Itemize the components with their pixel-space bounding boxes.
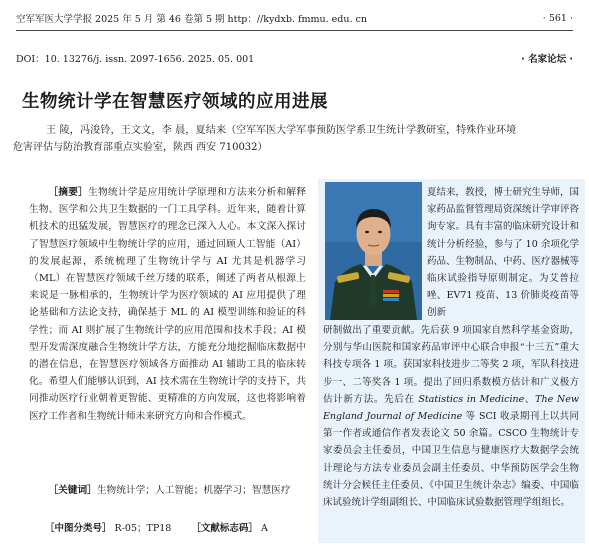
running-header <box>16 9 573 27</box>
doc-code-label: ［文献标志码］ <box>191 523 258 534</box>
author-portrait <box>325 182 422 320</box>
page-number: · 561 · <box>542 12 573 24</box>
author-names: 王 陵，冯浚铃，王文文，李 晨，夏结来 <box>46 125 227 136</box>
bio-side-text: 夏结来，教授，博士研究生导师，国家药品监督管理局资深统计学审评咨询专家。具有丰富的临床研究设计和统计分析经验，参与了 10 余项化学药品、生物制品、中药、医疗器械等临床试验指导原则制定。为艾普拉唑、EV71 疫苗、13 价肺炎疫苗等创新 <box>427 187 580 319</box>
journal-separator: 、 <box>524 393 536 405</box>
bio-full-text <box>323 322 579 511</box>
abstract-text: 生物统计学是应用统计学原理和方法来分析和解释生物、医学和公共卫生数据的一门工具学科。近年来，随着计算机技术的迅猛发展，智慧医疗的理念已深入人心。本文深入探讨了智慧医疗领域中生物统计学的应用，通过回顾人工智能（AI）的发展起源，系统梳理了生物统计学与 AI 尤其是机器学习（ML）在智慧医疗领域千丝万缕的联系，阐述了两者从根源上来说是一脉相承的，生物统计学为医疗领域的 AI 应用提供了理论基础和方法论支持，确保基于 ML 的 AI 模型训练和验证的科学性；而 AI 则扩展了生物统计学的应用范围和技术手段；AI 模型开发需深度融合生物统计学方法，方能充分地挖掘临床数据中的潜在信息，在智慧医疗领域各方面推动 AI 辅助工具的临床转化。希望人们能够认识到，AI 技术需在生物统计学的支持下，共同推动医疗行业朝着更智能、更精准的方向发展，这也将影响着医疗工作者和生物统计师未来研究方向和合作模式。 <box>29 187 307 422</box>
journal-nejm: The New England Journal of Medicine <box>323 393 579 423</box>
abstract-label: ［摘要］ <box>48 187 89 198</box>
doi-row <box>16 50 573 66</box>
portrait-illustration <box>325 182 422 320</box>
affiliation-line-1: （空军军医大学军事预防医学系卫生统计学教研室，特殊作业环境 <box>226 125 517 136</box>
author-line-1 <box>46 122 571 139</box>
author-block <box>13 122 571 156</box>
keywords <box>29 482 306 499</box>
doi-text: DOI：10. 13276/j. issn. 2097-1656. 2025. 05. 001 <box>16 54 255 65</box>
column-label: · 名家论坛 · <box>521 54 573 65</box>
journal-statistics-in-medicine: Statistics in Medicine <box>418 393 525 405</box>
header-rule <box>16 30 573 31</box>
classification-line <box>45 521 315 537</box>
clc-label: ［中图分类号］ <box>45 523 112 534</box>
article-title: 生物统计学在智慧医疗领域的应用进展 <box>22 92 328 112</box>
journal-header-text: 空军军医大学学报 2025 年 5 月 第 46 卷第 5 期 http：//kydxb. fmmu. edu. cn <box>16 14 367 25</box>
clc-value: R-05；TP18 <box>114 523 172 534</box>
bio-text-after: 等 SCI 收录期刊上以共同第一作者或通信作者发表论文 50 余篇。CSCO 生物统计专家委员会主任委员，中国卫生信息与健康医疗大数据学会统计理论与方法专业委员会副主任委员、中华预防医学会生物统计分会候任主任委员、《中国卫生统计杂志》编委、中国临床试验统计学组副组长、中国临床试验数据管理学组组长。 <box>323 411 579 509</box>
keywords-label: ［关键词］ <box>48 485 97 496</box>
abstract <box>29 184 306 425</box>
keywords-text: 生物统计学；人工智能；机器学习；智慧医疗 <box>96 485 291 496</box>
doc-code-value: A <box>260 523 268 534</box>
bio-text-before: 研制做出了重要贡献。先后获 9 项国家自然科学基金资助，分别与华山医院和国家药品审评中心联合申报“十三五”重大科技专项各 1 项。获国家科技进步二等奖 2 项，军队科技进步一、二等奖各 1 项。提出了回归系数模方估计和广义极方估计新方法。先后在 <box>323 325 579 405</box>
affiliation-line-2: 危害评估与防治教育部重点实验室，陕西 西安 710032） <box>13 142 268 153</box>
